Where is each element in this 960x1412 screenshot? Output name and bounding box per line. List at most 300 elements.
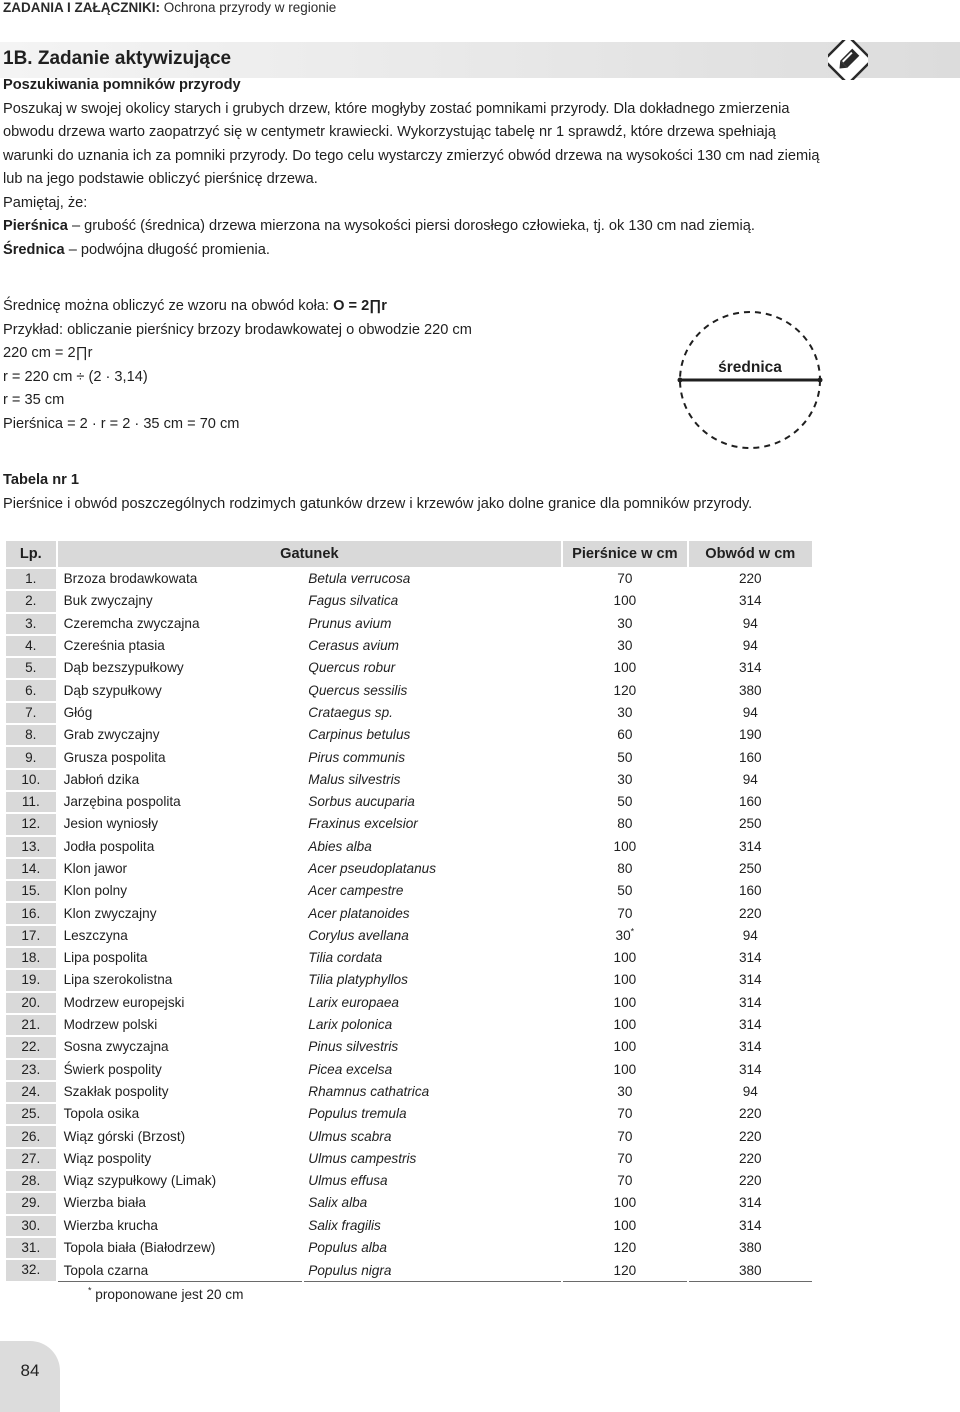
table-row (5, 1170, 813, 1192)
row-lp-text: 26. (21, 1128, 41, 1144)
page-header (3, 0, 336, 16)
row-polish-name (57, 813, 304, 835)
row-piersnica (562, 969, 687, 991)
table-row (5, 813, 813, 835)
header-piersnica: Pierśnice w cm (562, 540, 687, 568)
row-piersnica (562, 813, 687, 835)
row-latin-name-text: Tilia platyphyllos (308, 972, 408, 988)
row-piersnica-text: 100 (613, 1217, 637, 1233)
row-obwod-text: 314 (738, 660, 762, 676)
row-obwod (688, 858, 813, 880)
row-lp (5, 858, 57, 880)
row-piersnica (562, 947, 687, 969)
footnote-mark: * (88, 1285, 92, 1296)
row-latin-name (303, 880, 562, 902)
row-lp-text: 19. (21, 972, 41, 988)
row-latin-name-text: Quercus sessilis (308, 682, 408, 698)
formula-line: Przykład: obliczanie pierśnicy brzozy brodawkowatej o obwodzie 220 cm (3, 321, 472, 338)
row-polish-name-text: Klon jawor (63, 861, 128, 876)
table-row (5, 791, 813, 813)
row-piersnica-text: 80 (617, 861, 633, 876)
row-obwod (688, 746, 813, 768)
row-obwod (688, 769, 813, 791)
row-obwod-text: 220 (738, 1150, 762, 1166)
row-polish-name-text: Topola osika (63, 1106, 140, 1122)
definition-text: – podwójna długość promienia. (64, 241, 270, 258)
row-obwod-text: 160 (738, 883, 762, 899)
row-latin-name (303, 1081, 562, 1103)
row-polish-name-text: Wiąz szypułkowy (Limak) (63, 1173, 217, 1189)
table-row (5, 657, 813, 679)
row-lp-text: 18. (21, 950, 41, 966)
task-intro (3, 74, 823, 262)
table-row (5, 1014, 813, 1036)
row-piersnica (562, 1170, 687, 1192)
row-polish-name (57, 1125, 304, 1147)
table-row (5, 1259, 813, 1281)
table-title (3, 469, 752, 493)
row-piersnica-text: 120 (613, 1262, 637, 1278)
row-latin-name-text: Salix fragilis (308, 1217, 381, 1233)
row-latin-name-text: Larix europaea (308, 994, 399, 1010)
formula-text: Średnicę można obliczyć ze wzoru na obwód koła: (3, 298, 334, 314)
formula-line: r = 220 cm ÷ (2 · 3,14) (3, 368, 148, 385)
row-polish-name-text: Sosna zwyczajna (63, 1039, 169, 1055)
row-obwod (688, 657, 813, 679)
row-latin-name-text: Acer pseudoplatanus (308, 861, 437, 876)
row-polish-name (57, 613, 304, 635)
row-polish-name-text: Modrzew europejski (63, 994, 185, 1010)
row-obwod-text: 380 (738, 1262, 762, 1278)
row-piersnica-text: 30 (617, 704, 633, 720)
formula-expression: O = 2∏r (333, 298, 387, 314)
row-polish-name (57, 657, 304, 679)
row-latin-name-text: Abies alba (308, 838, 372, 854)
row-latin-name (303, 1059, 562, 1081)
table-row (5, 613, 813, 635)
row-polish-name-text: Lipa pospolita (63, 950, 148, 966)
row-lp (5, 1192, 57, 1214)
row-piersnica (562, 702, 687, 724)
row-lp (5, 813, 57, 835)
row-latin-name (303, 702, 562, 724)
row-lp (5, 791, 57, 813)
row-latin-name (303, 1014, 562, 1036)
row-obwod-text: 220 (738, 905, 762, 921)
table-row (5, 902, 813, 924)
table-row (5, 590, 813, 612)
row-latin-name-text: Fagus silvatica (308, 593, 399, 609)
row-lp (5, 1103, 57, 1125)
row-piersnica-text: 70 (617, 1106, 633, 1122)
row-lp-text: 3. (25, 615, 37, 631)
row-piersnica (562, 1036, 687, 1058)
row-lp (5, 925, 57, 947)
header-obwod: Obwód w cm (688, 540, 813, 568)
row-latin-name (303, 902, 562, 924)
row-obwod-text: 94 (742, 638, 758, 654)
row-lp-text: 15. (21, 883, 41, 899)
table-row (5, 1036, 813, 1058)
row-lp-text: 29. (21, 1195, 41, 1211)
row-latin-name (303, 1237, 562, 1259)
definition-piersnica (3, 215, 823, 239)
row-piersnica-text: 30 (617, 1083, 633, 1099)
row-polish-name (57, 791, 304, 813)
row-latin-name (303, 947, 562, 969)
row-lp (5, 590, 57, 612)
table-row (5, 1103, 813, 1125)
row-lp-text: 24. (21, 1083, 41, 1099)
row-piersnica-text: 100 (613, 593, 637, 609)
remember-label: Pamiętaj, że: (3, 194, 88, 211)
row-piersnica-text: 100 (613, 1195, 637, 1211)
row-lp-text: 23. (21, 1061, 41, 1077)
row-obwod (688, 969, 813, 991)
row-piersnica (562, 1059, 687, 1081)
diameter-label: średnica (718, 359, 782, 376)
row-lp-text: 31. (21, 1240, 41, 1256)
row-latin-name-text: Populus alba (308, 1240, 387, 1256)
row-polish-name-text: Jodła pospolita (63, 838, 155, 854)
row-obwod-text: 314 (738, 994, 762, 1010)
row-latin-name (303, 925, 562, 947)
table-row (5, 880, 813, 902)
row-piersnica-text: 70 (617, 1173, 633, 1189)
row-latin-name-text: Pinus silvestris (308, 1039, 399, 1055)
row-polish-name (57, 1103, 304, 1125)
row-piersnica-text: 70 (617, 1150, 633, 1166)
row-piersnica (562, 858, 687, 880)
row-polish-name (57, 1036, 304, 1058)
row-latin-name (303, 992, 562, 1014)
section-title: Ochrona przyrody w regionie (159, 0, 337, 15)
row-latin-name (303, 1259, 562, 1281)
row-lp (5, 568, 57, 590)
row-latin-name (303, 1103, 562, 1125)
row-lp-text: 30. (21, 1217, 41, 1233)
row-latin-name-text: Tilia cordata (308, 950, 383, 966)
formula-line: r = 35 cm (3, 392, 65, 408)
row-latin-name-text: Sorbus aucuparia (308, 794, 415, 810)
table-title-text: Tabela nr 1 (3, 472, 79, 488)
row-piersnica-text: 30 (617, 771, 633, 787)
row-piersnica (562, 657, 687, 679)
row-piersnica (562, 724, 687, 746)
row-lp (5, 1059, 57, 1081)
row-lp (5, 1215, 57, 1237)
formula-line: Pierśnica = 2 · r = 2 · 35 cm = 70 cm (3, 415, 240, 432)
row-polish-name-text: Jabłoń dzika (63, 771, 140, 787)
diameter-diagram (675, 308, 825, 453)
row-latin-name (303, 679, 562, 701)
row-piersnica-text: 30 (617, 615, 633, 631)
row-polish-name-text: Modrzew polski (63, 1017, 158, 1033)
table-row (5, 769, 813, 791)
row-piersnica-text: 100 (613, 994, 637, 1010)
row-lp (5, 679, 57, 701)
row-latin-name-text: Rhamnus cathatrica (308, 1083, 430, 1099)
row-polish-name-text: Jarzębina pospolita (63, 794, 181, 810)
row-lp (5, 1148, 57, 1170)
table-row (5, 1059, 813, 1081)
row-polish-name (57, 635, 304, 657)
row-latin-name (303, 791, 562, 813)
row-polish-name-text: Lipa szerokolistna (63, 972, 173, 988)
row-latin-name-text: Carpinus betulus (308, 727, 411, 743)
row-obwod-text: 94 (742, 615, 758, 631)
row-lp-text: 28. (21, 1173, 41, 1189)
row-obwod-text: 94 (742, 704, 758, 720)
row-latin-name (303, 590, 562, 612)
row-obwod (688, 1103, 813, 1125)
table-row (5, 836, 813, 858)
row-piersnica-text: 100 (613, 660, 637, 676)
row-lp-text: 11. (21, 794, 40, 810)
table-row (5, 1081, 813, 1103)
table-row (5, 724, 813, 746)
row-piersnica (562, 992, 687, 1014)
pencil-icon (828, 40, 868, 80)
table-row (5, 746, 813, 768)
row-lp (5, 880, 57, 902)
row-polish-name (57, 1259, 304, 1281)
definition-term: Średnica (3, 241, 65, 258)
row-lp (5, 613, 57, 635)
row-piersnica-text: 100 (613, 1039, 637, 1055)
row-polish-name-text: Czereśnia ptasia (63, 638, 165, 654)
row-lp (5, 746, 57, 768)
row-lp (5, 657, 57, 679)
row-piersnica-text: 30 (617, 638, 633, 654)
row-lp (5, 836, 57, 858)
row-polish-name-text: Czeremcha zwyczajna (63, 615, 200, 631)
row-lp-text: 7. (25, 704, 37, 720)
row-lp (5, 1014, 57, 1036)
section-label: ZADANIA I ZAŁĄCZNIKI: (3, 0, 160, 15)
row-obwod (688, 590, 813, 612)
row-piersnica (562, 1215, 687, 1237)
row-polish-name (57, 1081, 304, 1103)
table-row (5, 679, 813, 701)
row-obwod-text: 314 (738, 1195, 762, 1211)
row-lp (5, 702, 57, 724)
row-obwod (688, 702, 813, 724)
row-lp-text: 2. (25, 593, 37, 609)
row-obwod (688, 1014, 813, 1036)
row-obwod (688, 791, 813, 813)
row-lp (5, 1170, 57, 1192)
row-lp (5, 769, 57, 791)
row-piersnica-text: 30 (615, 927, 631, 943)
table-row (5, 702, 813, 724)
row-obwod (688, 1081, 813, 1103)
row-latin-name-text: Betula verrucosa (308, 571, 411, 587)
row-lp-text: 10. (21, 771, 41, 787)
table-row (5, 568, 813, 590)
table-row (5, 1148, 813, 1170)
row-latin-name (303, 1170, 562, 1192)
row-polish-name (57, 1237, 304, 1259)
row-polish-name (57, 568, 304, 590)
row-obwod-text: 314 (738, 593, 762, 609)
row-latin-name-text: Fraxinus excelsior (308, 816, 418, 832)
row-piersnica-text: 50 (617, 883, 633, 899)
row-latin-name-text: Ulmus campestris (308, 1150, 417, 1166)
row-polish-name (57, 947, 304, 969)
row-piersnica (562, 791, 687, 813)
row-piersnica-text: 60 (617, 727, 633, 743)
row-piersnica (562, 1125, 687, 1147)
row-polish-name (57, 590, 304, 612)
row-lp-text: 21. (21, 1017, 41, 1033)
row-piersnica (562, 925, 687, 947)
row-polish-name-text: Świerk pospolity (63, 1061, 162, 1077)
row-piersnica (562, 613, 687, 635)
row-latin-name (303, 969, 562, 991)
row-obwod (688, 635, 813, 657)
row-polish-name (57, 880, 304, 902)
row-obwod (688, 925, 813, 947)
row-lp-text: 17. (21, 927, 41, 943)
row-latin-name (303, 724, 562, 746)
row-polish-name (57, 746, 304, 768)
row-latin-name-text: Prunus avium (308, 615, 392, 631)
row-piersnica (562, 769, 687, 791)
row-lp-text: 16. (21, 905, 41, 921)
row-obwod (688, 880, 813, 902)
row-polish-name (57, 969, 304, 991)
row-piersnica-text: 70 (617, 1128, 633, 1144)
row-latin-name-text: Acer platanoides (308, 905, 410, 921)
row-obwod-text: 314 (738, 1217, 762, 1233)
row-piersnica-text: 100 (613, 1017, 637, 1033)
row-piersnica-text: 70 (617, 571, 633, 587)
row-lp (5, 947, 57, 969)
row-lp-text: 14. (21, 861, 41, 876)
row-polish-name (57, 858, 304, 880)
row-obwod (688, 947, 813, 969)
row-piersnica-text: 50 (617, 794, 633, 810)
definition-text: – grubość (średnica) drzewa mierzona na wysokości piersi dorosłego człowieka, tj. ok 130 cm nad ziemią. (67, 218, 755, 234)
row-latin-name-text: Ulmus scabra (308, 1128, 392, 1144)
row-latin-name-text: Pirus communis (308, 749, 405, 765)
row-piersnica-text: 100 (613, 838, 637, 854)
row-obwod (688, 1192, 813, 1214)
row-obwod (688, 613, 813, 635)
row-polish-name-text: Dąb bezszypułkowy (63, 660, 184, 676)
row-obwod (688, 813, 813, 835)
row-lp-text: 12. (21, 816, 41, 832)
row-lp-text: 25. (21, 1106, 41, 1122)
task-paragraph: Poszukaj w swojej okolicy starych i grubych drzew, które mogłyby zostać pomnikami przyrody. Dla dokładnego zmierzenia obwodu drzewa warto zaopatrzyć się w centymetr krawiecki. Wykorzystując tabelę nr 1 sprawdź, które drzewa spełniają warunki do uznania ich za pomniki przyrody. Do tego celu wystarczy zmierzyć obwód drzewa na wysokości 130 cm nad ziemią lub na jego podstawie obliczyć pierśnicę drzewa. (3, 100, 820, 187)
row-latin-name-text: Acer campestre (308, 883, 404, 899)
row-polish-name-text: Buk zwyczajny (63, 593, 153, 609)
table-caption-block (3, 469, 752, 516)
row-latin-name (303, 769, 562, 791)
row-piersnica (562, 679, 687, 701)
header-gatunek: Gatunek (57, 540, 563, 568)
header-lp: Lp. (5, 540, 57, 568)
row-obwod (688, 679, 813, 701)
row-polish-name-text: Głóg (63, 704, 93, 720)
table-row (5, 1125, 813, 1147)
row-lp-text: 8. (25, 727, 37, 743)
row-polish-name (57, 902, 304, 924)
row-lp (5, 1081, 57, 1103)
row-obwod (688, 1170, 813, 1192)
row-lp-text: 20. (21, 994, 41, 1010)
row-piersnica-text: 120 (613, 682, 637, 698)
row-obwod-text: 314 (738, 1061, 762, 1077)
row-lp (5, 969, 57, 991)
row-lp (5, 1259, 57, 1281)
task-subtitle: Poszukiwania pomników przyrody (3, 77, 241, 93)
row-lp (5, 992, 57, 1014)
row-piersnica (562, 1103, 687, 1125)
row-piersnica (562, 568, 687, 590)
row-obwod-text: 220 (738, 1106, 762, 1122)
row-polish-name (57, 1148, 304, 1170)
row-polish-name-text: Topola czarna (63, 1262, 149, 1278)
row-obwod-text: 220 (738, 1128, 762, 1144)
table-row (5, 925, 813, 947)
row-latin-name (303, 657, 562, 679)
row-obwod-text: 314 (738, 950, 762, 966)
row-latin-name (303, 836, 562, 858)
row-obwod-text: 314 (738, 1039, 762, 1055)
table-row (5, 992, 813, 1014)
row-latin-name (303, 1215, 562, 1237)
row-obwod-text: 220 (738, 571, 762, 587)
row-latin-name-text: Picea excelsa (308, 1061, 393, 1077)
row-piersnica (562, 590, 687, 612)
row-polish-name-text: Klon polny (63, 883, 128, 899)
row-piersnica (562, 1081, 687, 1103)
row-polish-name-text: Wierzba biała (63, 1195, 146, 1211)
row-piersnica (562, 1014, 687, 1036)
row-lp (5, 902, 57, 924)
row-piersnica-text: 70 (617, 905, 633, 921)
page-number: 84 (0, 1341, 60, 1412)
row-polish-name-text: Wiąz górski (Brzost) (63, 1128, 186, 1144)
row-polish-name-text: Wiąz pospolity (63, 1150, 152, 1166)
table-row (5, 1215, 813, 1237)
row-piersnica (562, 635, 687, 657)
row-polish-name-text: Topola biała (Białodrzew) (63, 1240, 216, 1256)
row-lp (5, 1125, 57, 1147)
definition-srednica (3, 239, 823, 263)
row-piersnica (562, 836, 687, 858)
row-lp-text: 1. (25, 571, 37, 587)
table-row (5, 1192, 813, 1214)
row-polish-name-text: Jesion wyniosły (63, 816, 159, 832)
definition-term: Pierśnica (3, 218, 68, 234)
row-latin-name-text: Crataegus sp. (308, 704, 393, 720)
row-latin-name-text: Populus nigra (308, 1262, 392, 1278)
row-latin-name-text: Ulmus effusa (308, 1173, 388, 1189)
row-obwod (688, 1125, 813, 1147)
row-latin-name-text: Corylus avellana (308, 927, 409, 943)
row-obwod-text: 220 (738, 1173, 762, 1189)
table-row (5, 1237, 813, 1259)
table-row (5, 635, 813, 657)
row-obwod-text: 380 (738, 682, 762, 698)
row-obwod (688, 568, 813, 590)
row-obwod (688, 902, 813, 924)
row-latin-name-text: Populus tremula (308, 1106, 407, 1122)
row-obwod (688, 836, 813, 858)
